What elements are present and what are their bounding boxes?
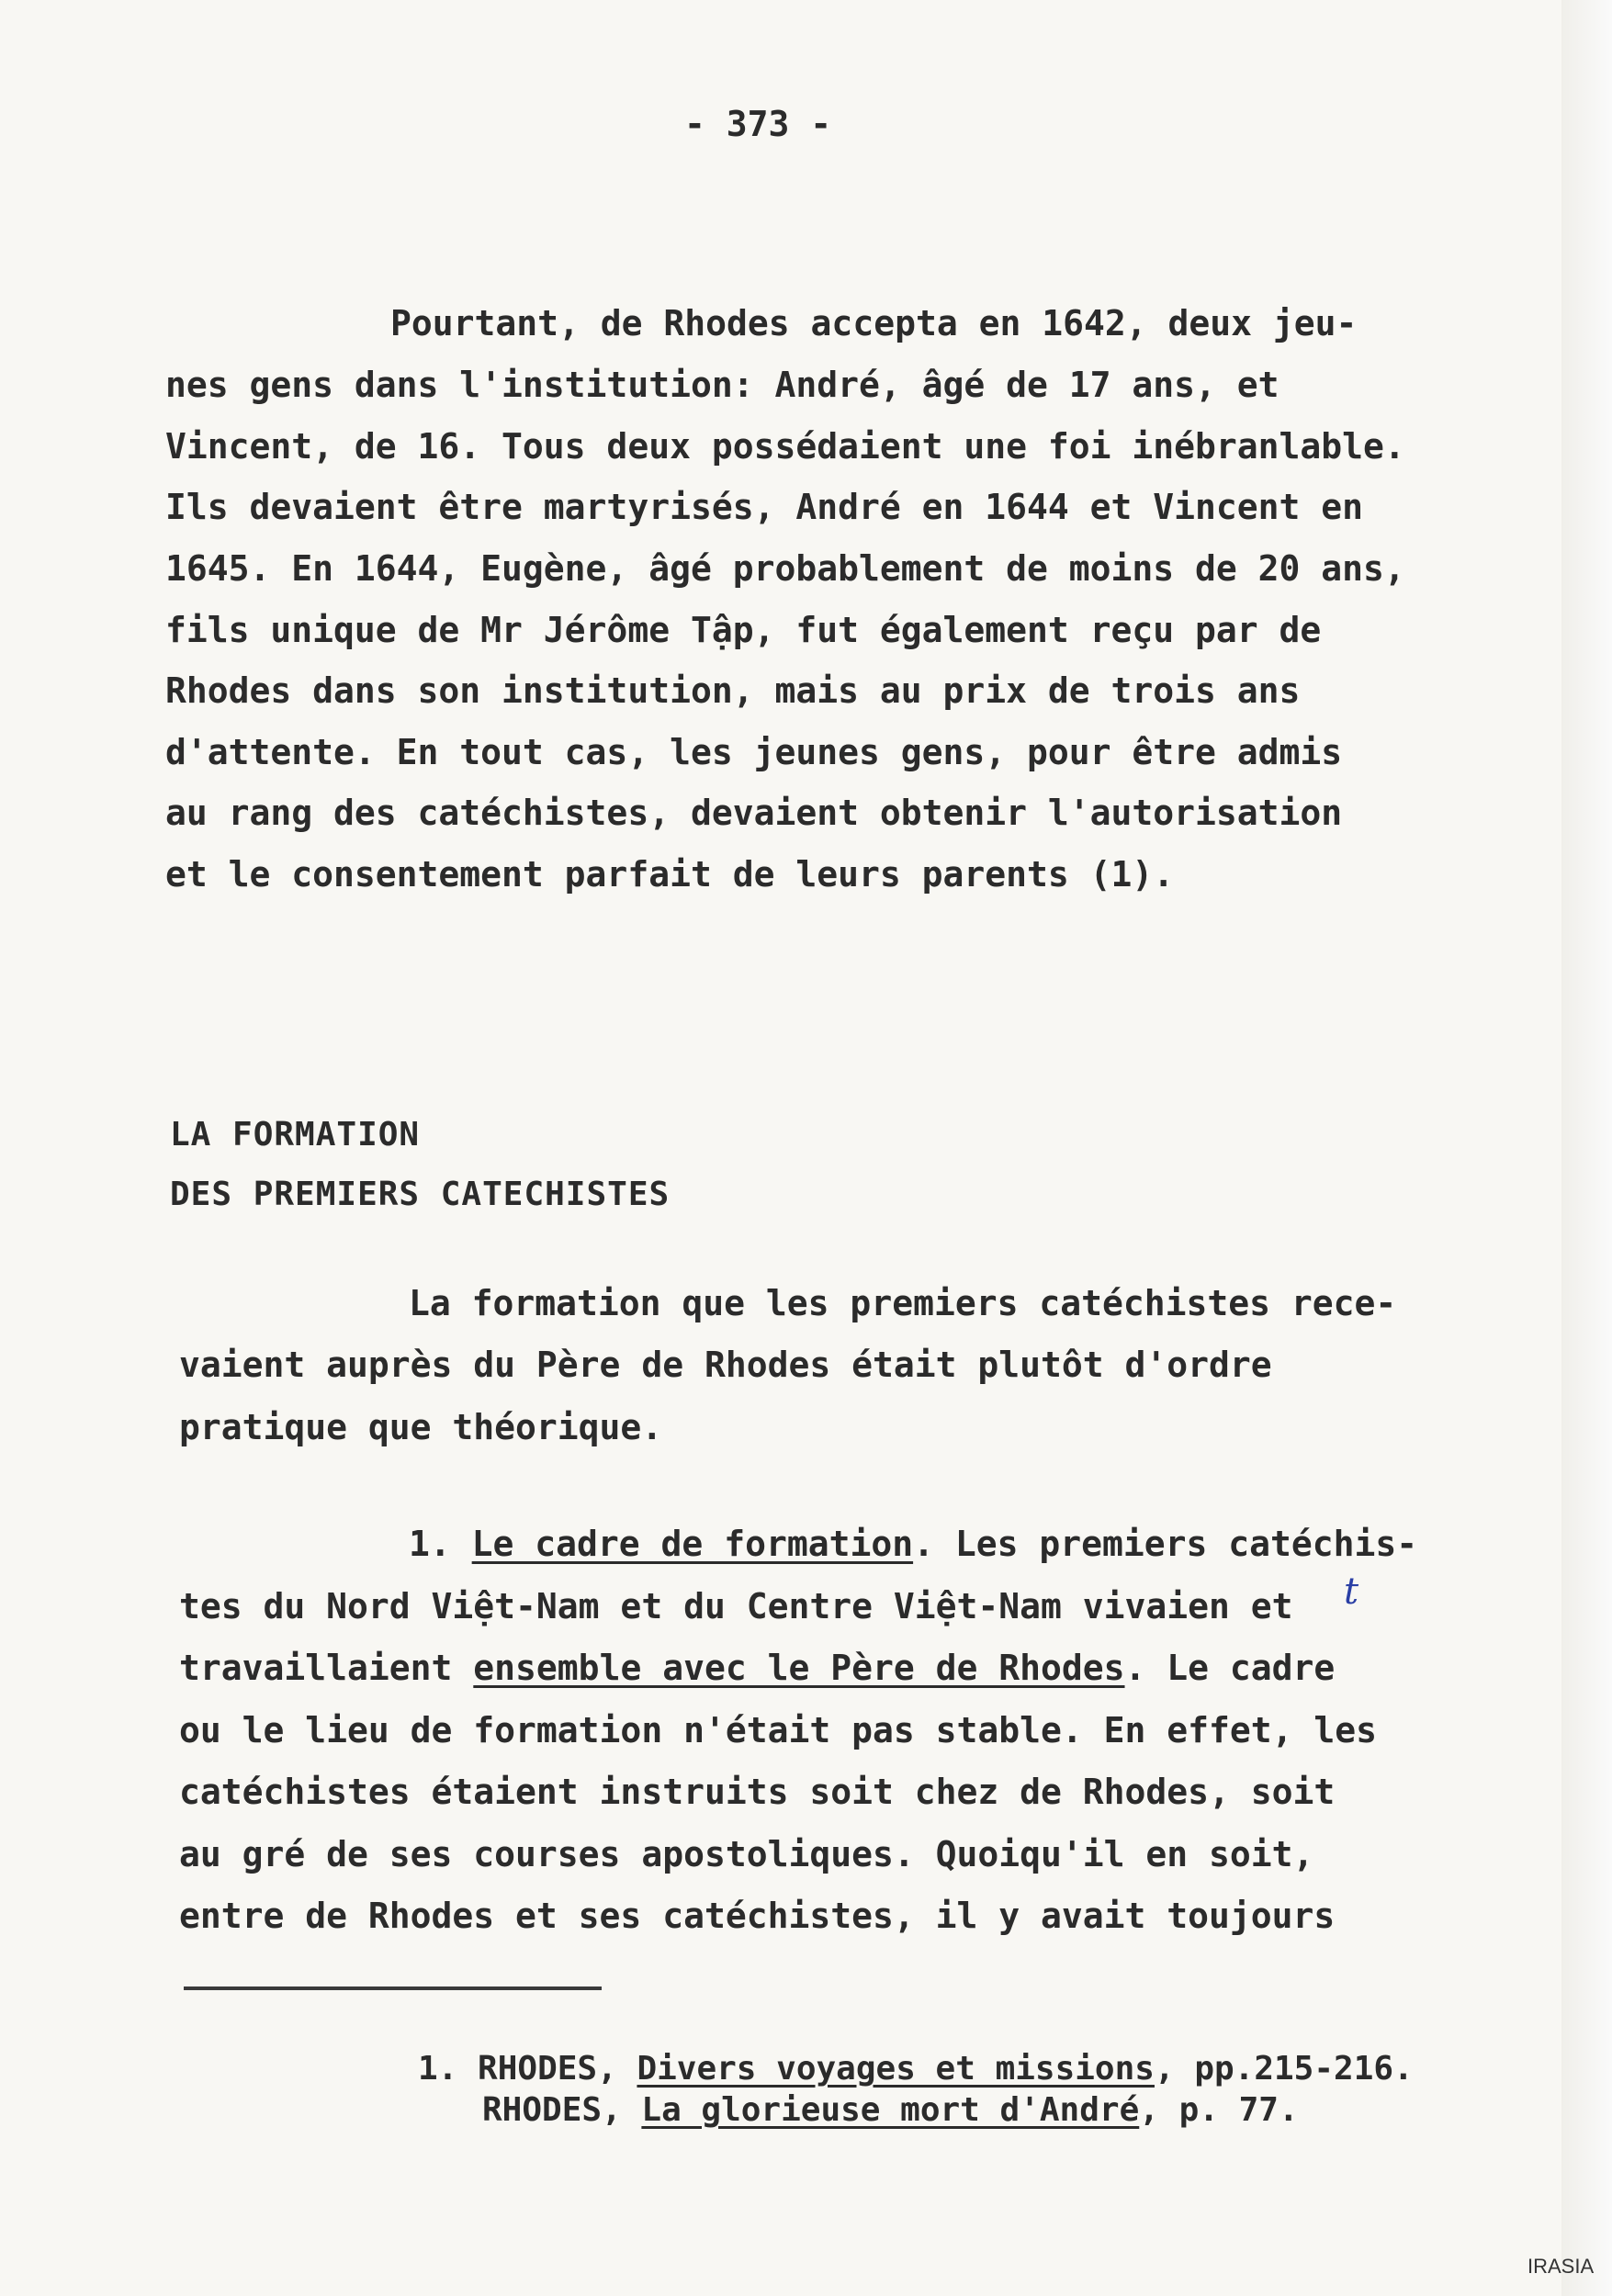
text-line: fils unique de Mr Jérôme Tập, fut également reçu par de [165,610,1322,650]
text-line [409,1524,1418,1564]
text-span: travaillaient [179,1648,474,1688]
text-line: et le consentement parfait de leurs parents (1). [165,854,1175,895]
text-line: catéchistes étaient instruits soit chez de Rhodes, soit [179,1772,1336,1812]
footnote-separator [184,1986,602,1990]
section-heading-line-1: LA FORMATION [170,1116,421,1154]
page-edge-shadow [1561,0,1612,2296]
text-line: d'attente. En tout cas, les jeunes gens, pour être admis [165,732,1343,772]
text-span: . Le cadre [1124,1648,1336,1688]
text-line: au rang des catéchistes, devaient obtenir l'autorisation [165,793,1343,833]
footnote-author: RHODES, [482,2091,642,2129]
footnote-1 [418,2050,1414,2088]
text-line: pratique que théorique. [179,1407,663,1447]
text-line: Ils devaient être martyrisés, André en 1644 et Vincent en [165,487,1364,527]
text-line: 1645. En 1644, Eugène, âgé probablement de moins de 20 ans, [165,548,1405,589]
text-line [179,1586,1293,1626]
underlined-phrase: ensemble avec le Père de Rhodes [473,1648,1125,1688]
text-line: Rhodes dans son institution, mais au prix de trois ans [165,670,1301,711]
underlined-title: Le cadre de formation [471,1524,914,1564]
footnote-title: Divers voyages et missions [637,2050,1155,2088]
list-number: 1. [409,1524,451,1564]
footnote-number: 1. [418,2050,458,2088]
text-line [179,1648,1336,1688]
footnote-title: La glorieuse mort d'André [641,2091,1140,2129]
text-line: Pourtant, de Rhodes accepta en 1642, deux jeu- [390,303,1358,343]
footnote-pages: , pp.215-216. [1154,2050,1414,2088]
text-span: . Les premiers catéchis- [913,1524,1418,1564]
handwritten-correction: t [1344,1570,1359,1613]
footnote-2 [482,2091,1299,2129]
footnote-pages: , p. 77. [1139,2091,1299,2129]
text-line: nes gens dans l'institution: André, âgé de 17 ans, et [165,365,1279,405]
text-span: tes du Nord Việt-Nam et du Centre Việt-Nam vivaien [179,1586,1230,1626]
text-line: ou le lieu de formation n'était pas stable. En effet, les [179,1710,1378,1750]
footnote-author: RHODES, [478,2050,637,2088]
page-number: - 373 - [684,104,832,144]
text-span: et [1229,1586,1293,1626]
text-line: au gré de ses courses apostoliques. Quoiqu'il en soit, [179,1834,1314,1874]
text-line: vaient auprès du Père de Rhodes était plutôt d'ordre [179,1345,1272,1385]
text-line: La formation que les premiers catéchistes rece- [409,1283,1397,1323]
text-line: entre de Rhodes et ses catéchistes, il y avait toujours [179,1896,1336,1936]
section-heading-line-2: DES PREMIERS CATECHISTES [170,1176,671,1213]
text-line: Vincent, de 16. Tous deux possédaient une foi inébranlable. [165,426,1405,467]
watermark-label: IRASIA [1527,2255,1595,2278]
